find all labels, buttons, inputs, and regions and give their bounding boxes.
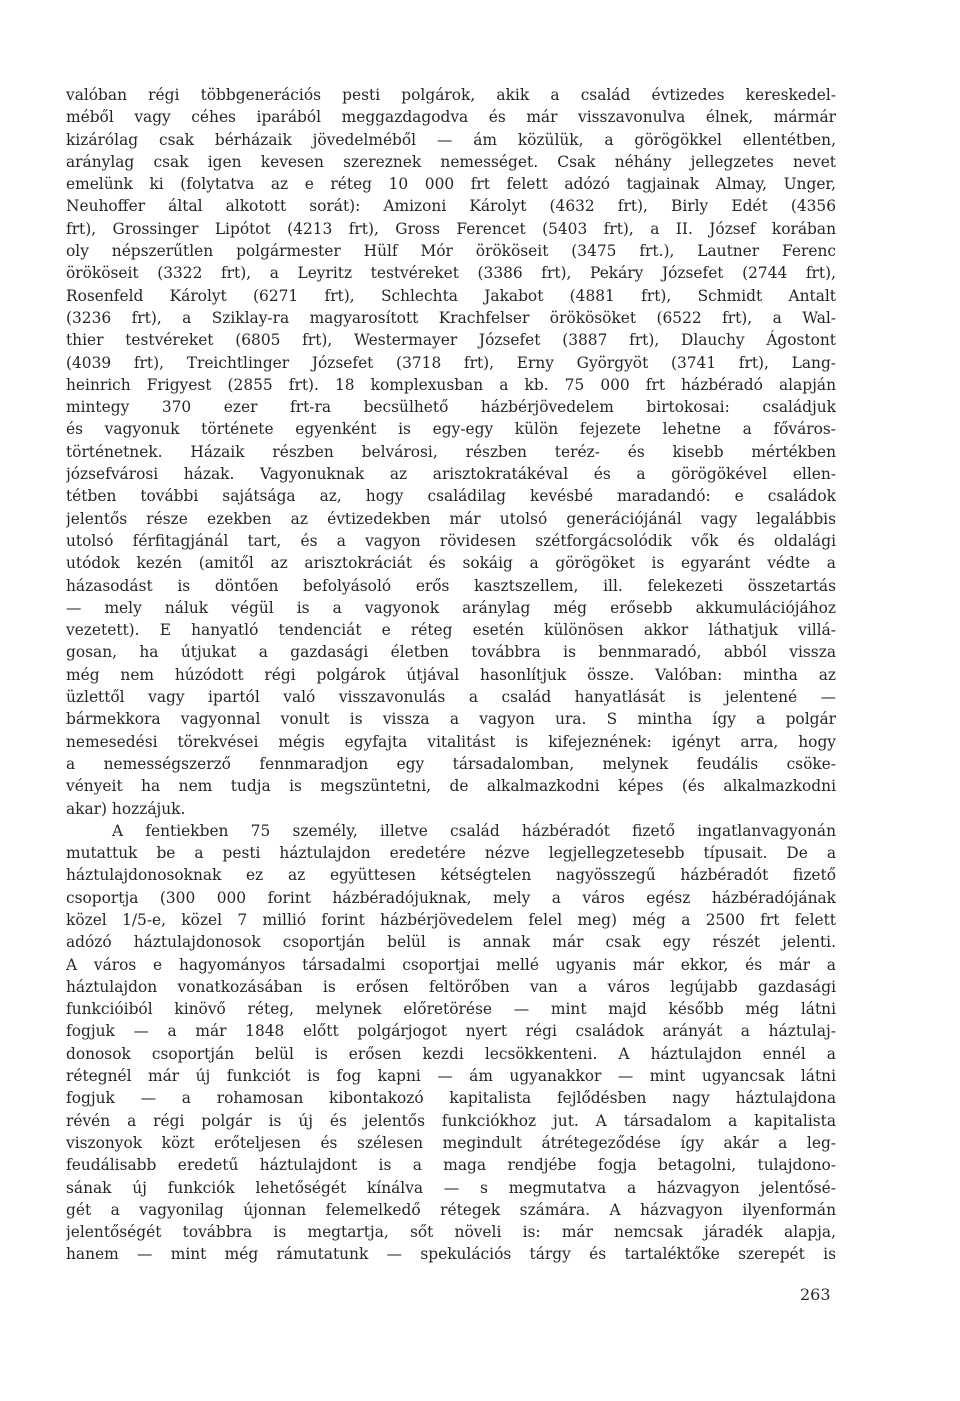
text-line: vényeit ha nem tudja is megszüntetni, de alkalmazkodni képes (és alkalmazkodni — [66, 777, 836, 796]
text-line: történetnek. Házaik részben belvárosi, részben teréz- és kisebb mértékben — [66, 442, 836, 461]
text-line: fogjuk — a már 1848 előtt polgárjogot nyert régi családok arányát a háztulaj- — [66, 1022, 836, 1041]
text-line: emelünk ki (folytatva az e réteg 10 000 frt felett adózó tagjainak Almay, Unger, — [66, 175, 836, 194]
text-line: (4039 frt), Treichtlinger Józsefet (3718 frt), Erny Györgyöt (3741 frt), Lang- — [66, 353, 836, 372]
text-line: tétben további sajátsága az, hogy családilag kevésbé maradandó: e családok — [66, 487, 836, 506]
text-line: háztulajdon vonatkozásában is erősen feltörőben van a város legújabb gazdasági — [66, 977, 836, 996]
text-line: thier testvéreket (6805 frt), Westermayer Józsefet (3887 frt), Dlauchy Ágostont — [66, 331, 836, 350]
text-line: még nem húzódott régi polgárok útjával hasonlítjuk össze. Valóban: mintha az — [66, 665, 836, 684]
text-line: A fentiekben 75 személy, illetve család házbéradót fizető ingatlanvagyonán — [112, 821, 836, 840]
text-line: Neuhoffer által alkotott sorát): Amizoni Károlyt (4632 frt), Birly Edét (4356 — [66, 197, 836, 216]
text-line: hanem — mint még rámutatunk — spekulációs tárgy és tartaléktőke szerepét is — [66, 1245, 836, 1264]
text-line: frt), Grossinger Lipótot (4213 frt), Gross Ferencet (5403 frt), a II. József korában — [66, 219, 836, 238]
text-line: méből vagy céhes iparából meggazdagodva és már visszavonulva élnek, mármár — [66, 108, 836, 127]
text-line: vezetett). E hanyatló tendenciát e réteg esetén különösen akkor láthatjuk villá- — [66, 621, 836, 640]
text-line: csoportja (300 000 forint házbéradójuknak, mely a város egész házbéradójának — [66, 888, 836, 907]
text-line: rétegnél már új funkciót is fog kapni — ám ugyanakkor — mint ugyancsak látni — [66, 1067, 836, 1086]
text-line: révén a régi polgár is új és jelentős funkciókhoz jut. A társadalom a kapitalista — [66, 1111, 836, 1130]
text-line: akar) hozzájuk. — [66, 799, 186, 818]
text-line: utódok kezén (amitől az arisztokráciát és sokáig a görögöket is egyaránt védte a — [66, 554, 836, 573]
text-line: oly népszerűtlen polgármester Hülf Mór örököseit (3475 frt.), Lautner Ferenc — [66, 242, 836, 261]
text-line: józsefvárosi házak. Vagyonuknak az arisztokratákéval és a görögökével ellen- — [66, 465, 836, 484]
text-line: valóban régi többgenerációs pesti polgárok, akik a család évtizedes kereskedel- — [66, 86, 836, 104]
text-line: házasodást is döntően befolyásoló erős kasztszellem, ill. felekezeti összetartás — [66, 576, 836, 595]
text-line: aránylag csak igen kevesen szereznek nemességet. Csak néhány jellegzetes nevet — [66, 152, 836, 171]
text-line: Rosenfeld Károlyt (6271 frt), Schlechta Jakabot (4881 frt), Schmidt Antalt — [66, 286, 836, 305]
text-line: heinrich Frigyest (2855 frt). 18 komplexusban a kb. 75 000 frt házbéradó alapján — [66, 375, 836, 394]
text-line: A város e hagyományos társadalmi csoportjai mellé ugyanis már ekkor, és már a — [66, 955, 836, 974]
text-line: közel 1/5-e, közel 7 millió forint házbérjövedelem felel meg) még a 2500 frt felett — [66, 910, 836, 929]
text-line: sának új funkciók lehetőségét kínálva — s megmutatva a házvagyon jelentősé- — [66, 1178, 836, 1197]
body-text — [66, 84, 836, 1266]
text-line: donosok csoportján belül is erősen kezdi lecsökkenteni. A háztulajdon ennél a — [66, 1044, 836, 1063]
text-line: jelentőségét továbbra is megtartja, sőt növeli is: már nemcsak járadék alapja, — [66, 1223, 836, 1242]
text-line: a nemességszerző fennmaradjon egy társadalomban, melynek feudális csöke- — [66, 754, 836, 773]
text-line: üzlettől vagy ipartól való visszavonulás a család hanyatlását is jelentené — — [66, 688, 836, 707]
text-line: feudálisabb eredetű háztulajdont is a maga rendjébe fogja betagolni, tulajdono- — [66, 1156, 836, 1175]
text-line: fogjuk — a rohamosan kibontakozó kapitalista fejlődésben nagy háztulajdona — [66, 1089, 836, 1108]
text-line: háztulajdonosoknak ez az együttesen kétségtelen nagyösszegű házbéradót fizető — [66, 866, 836, 885]
text-line: jelentős része ezekben az évtizedekben már utolsó generációjánál vagy legalábbis — [66, 509, 836, 528]
text-line: mintegy 370 ezer frt-ra becsülhető házbérjövedelem birtokosai: családjuk — [66, 398, 836, 417]
text-line: és vagyonuk története egyenként is egy-egy külön fejezete lehetne a főváros- — [66, 420, 836, 439]
text-line: bármekkora vagyonnal vonult is vissza a vagyon ura. S mintha így a polgár — [66, 710, 836, 729]
text-line: funkcióiból kinövő réteg, melynek előretörése — mint majd később még látni — [66, 1000, 836, 1019]
text-line: utolsó férfitagjánál tart, és a vagyon rövidesen szétforgácsolódik vők és oldalági — [66, 531, 836, 550]
text-line: viszonyok közt erőteljesen és szélesen megindult átrétegeződése így akár a leg- — [66, 1133, 836, 1152]
text-line: — mely náluk végül is a vagyonok aránylag még erősebb akkumulációjához — [66, 598, 836, 617]
page-number: 263 — [800, 1285, 831, 1304]
text-line: mutattuk be a pesti háztulajdon eredetére nézve legjellegzetesebb típusait. De a — [66, 844, 836, 863]
text-line: kizárólag csak bérházaik jövedelméből — ám közülük, a görögökkel ellentétben, — [66, 130, 836, 149]
text-line: gosan, ha útjukat a gazdasági életben továbbra is bennmaradó, abból vissza — [66, 643, 836, 662]
text-line: nemesedési törekvései mégis egyfajta vitalitást is kifejeznének: igényt arra, hogy — [66, 732, 836, 751]
text-line: (3236 frt), a Sziklay-ra magyarosított Krachfelser örökösöket (6522 frt), a Wal- — [66, 308, 836, 327]
text-line: gét a vagyonilag újonnan felemelkedő rétegek számára. A házvagyon ilyenformán — [66, 1200, 836, 1219]
text-line: adózó háztulajdonosok csoportján belül is annak már csak egy részét jelenti. — [66, 933, 836, 952]
text-line: örököseit (3322 frt), a Leyritz testvéreket (3386 frt), Pekáry Józsefet (2744 frt), — [66, 264, 836, 283]
